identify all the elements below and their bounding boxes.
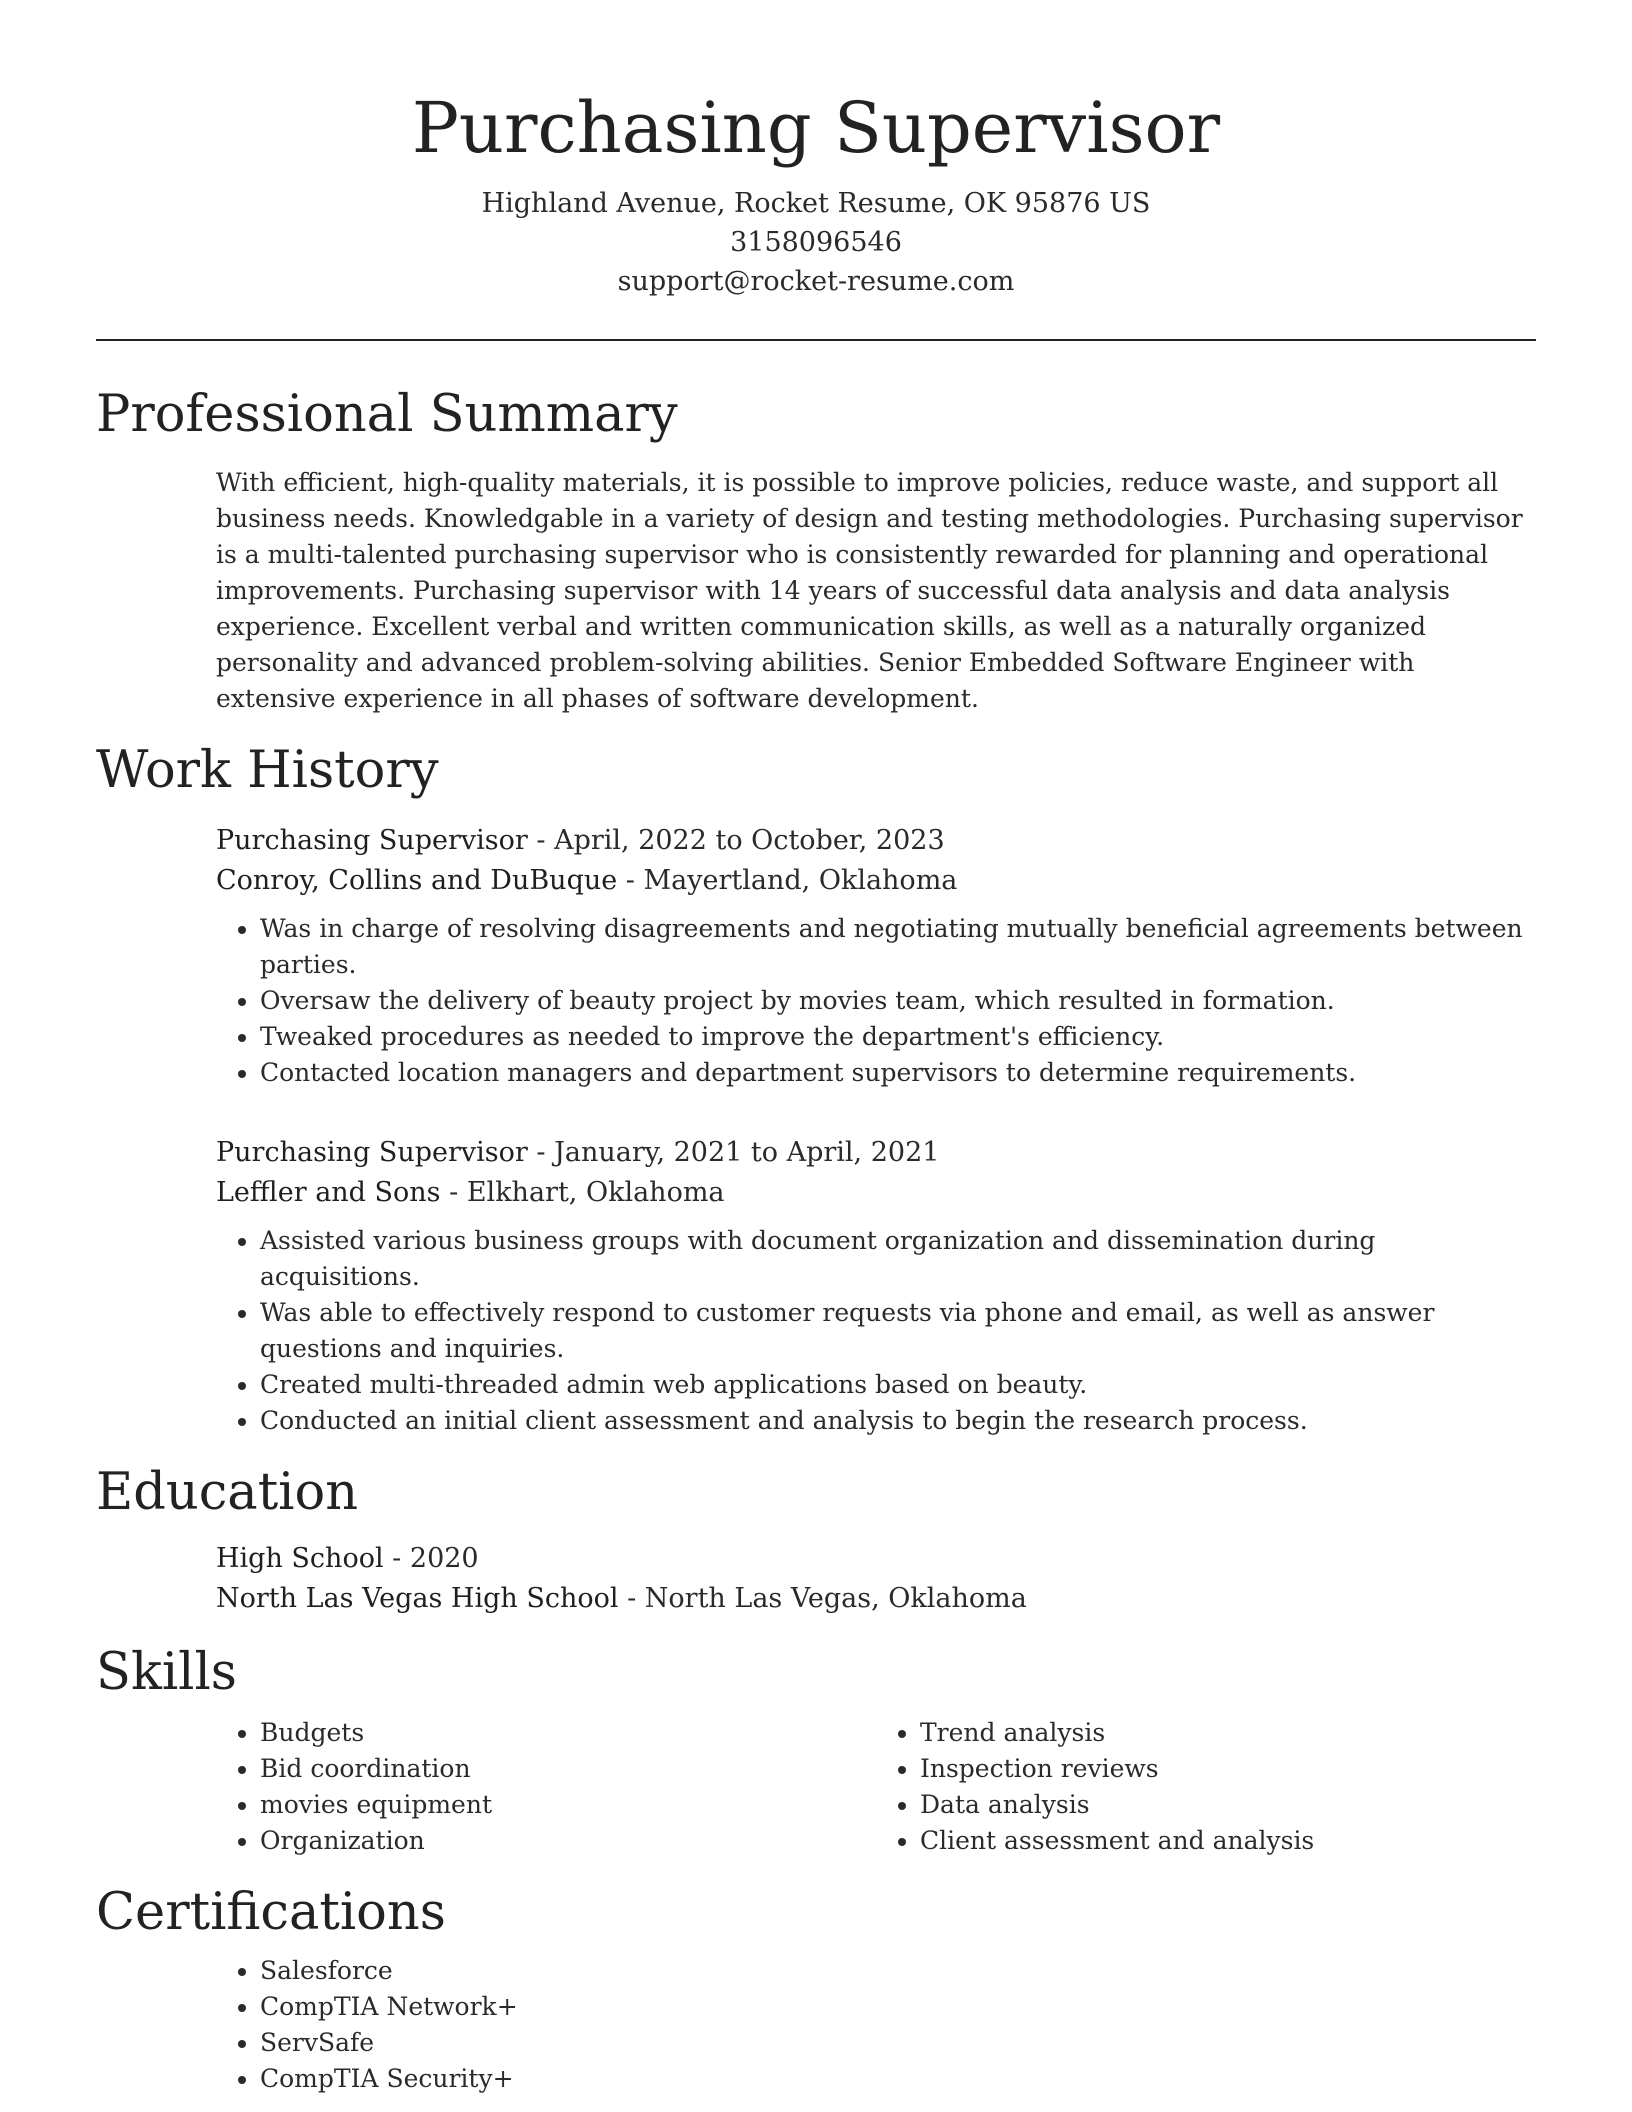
job-role: Purchasing Supervisor: [216, 825, 528, 856]
education-section: [96, 1461, 1536, 1619]
skills-list-left: [216, 1715, 876, 1859]
list-item: • Contacted location managers and department supervisors to determine requirements.: [260, 1055, 1536, 1091]
list-item: • CompTIA Security+: [260, 2061, 1536, 2097]
education-title: Education: [96, 1463, 359, 1522]
list-item: • Tweaked procedures as needed to improve the department's efficiency.: [260, 1019, 1536, 1055]
skills-section: [96, 1641, 1536, 1859]
list-item: • Organization: [260, 1823, 876, 1859]
list-item: • Trend analysis: [920, 1715, 1536, 1751]
summary-title: Professional Summary: [96, 385, 678, 444]
list-item: • Data analysis: [920, 1787, 1536, 1823]
job-dates: April, 2022 to October, 2023: [554, 825, 945, 856]
education-degree: High School: [216, 1543, 384, 1574]
list-item: • Inspection reviews: [920, 1751, 1536, 1787]
list-item: • Oversaw the delivery of beauty project by movies team, which resulted in formation.: [260, 983, 1536, 1019]
list-item: • Created multi-threaded admin web applications based on beauty.: [260, 1367, 1536, 1403]
list-item: • Was able to effectively respond to customer requests via phone and email, as well as answer questions and inquiries.: [260, 1295, 1536, 1367]
education-degree-line: [216, 1539, 1536, 1579]
education-location: North Las Vegas, Oklahoma: [644, 1583, 1027, 1614]
skills-list-right: [876, 1715, 1536, 1859]
resume-header: [96, 0, 1536, 301]
separator: -: [618, 1583, 645, 1614]
work-history-title: Work History: [96, 741, 439, 800]
job-location: Elkhart, Oklahoma: [466, 1177, 725, 1208]
separator: -: [617, 865, 644, 896]
contact-address: Highland Avenue, Rocket Resume, OK 95876 US: [481, 188, 1151, 219]
contact-phone: 3158096546: [730, 227, 902, 258]
list-item: • Conducted an initial client assessment and analysis to begin the research process.: [260, 1403, 1536, 1439]
job-bullets: [216, 1223, 1536, 1439]
job-company: Conroy, Collins and DuBuque: [216, 865, 618, 896]
candidate-name: Purchasing Supervisor: [411, 87, 1221, 169]
separator: -: [383, 1543, 410, 1574]
job-dates: January, 2021 to April, 2021: [554, 1137, 940, 1168]
job-entry: [216, 1133, 1536, 1439]
job-company-line: [216, 861, 1536, 901]
education-school: North Las Vegas High School: [216, 1583, 619, 1614]
list-item: • movies equipment: [260, 1787, 876, 1823]
list-item: • CompTIA Network+: [260, 1989, 1536, 2025]
separator: -: [440, 1177, 467, 1208]
job-company: Leffler and Sons: [216, 1177, 441, 1208]
list-item: • Salesforce: [260, 1953, 1536, 1989]
education-year: 2020: [409, 1543, 479, 1574]
list-item: • ServSafe: [260, 2025, 1536, 2061]
list-item: • Was in charge of resolving disagreements and negotiating mutually beneficial agreements between parties.: [260, 911, 1536, 983]
header-divider: [96, 339, 1536, 341]
job-location: Mayertland, Oklahoma: [643, 865, 958, 896]
separator: -: [527, 1137, 555, 1168]
job-company-line: [216, 1173, 1536, 1213]
job-role: Purchasing Supervisor: [216, 1137, 528, 1168]
list-item: • Assisted various business groups with document organization and dissemination during acquisitions.: [260, 1223, 1536, 1295]
list-item: • Budgets: [260, 1715, 876, 1751]
work-history-section: [96, 739, 1536, 1439]
skills-columns: [216, 1715, 1536, 1859]
job-bullets: [216, 911, 1536, 1091]
list-item: • Bid coordination: [260, 1751, 876, 1787]
separator: -: [527, 825, 555, 856]
skills-title: Skills: [96, 1643, 237, 1702]
summary-text: With efficient, high-quality materials, it is possible to improve policies, reduce waste, and support all business needs. Knowledgable in a variety of design and testing methodologies. Purchasing supervisor is a multi-talented purchasing supervisor who is consistently rewarded for planning and operational improvements. Purchasing supervisor with 14 years of successful data analysis and data analysis experience. Excellent verbal and written communication skills, as well as a naturally organized personality and advanced problem-solving abilities. Senior Embedded Software Engineer with extensive experience in all phases of software development.: [216, 468, 1523, 713]
certifications-list: [216, 1953, 1536, 2097]
certifications-title: Certifications: [96, 1883, 446, 1942]
job-entry: [216, 821, 1536, 1091]
education-school-line: [216, 1579, 1536, 1619]
job-title-line: [216, 1133, 1536, 1173]
contact-block: [96, 184, 1536, 301]
job-title-line: [216, 821, 1536, 861]
list-item: • Client assessment and analysis: [920, 1823, 1536, 1859]
contact-email: support@rocket-resume.com: [617, 266, 1015, 297]
summary-section: [96, 383, 1536, 717]
certifications-section: [96, 1881, 1536, 2097]
